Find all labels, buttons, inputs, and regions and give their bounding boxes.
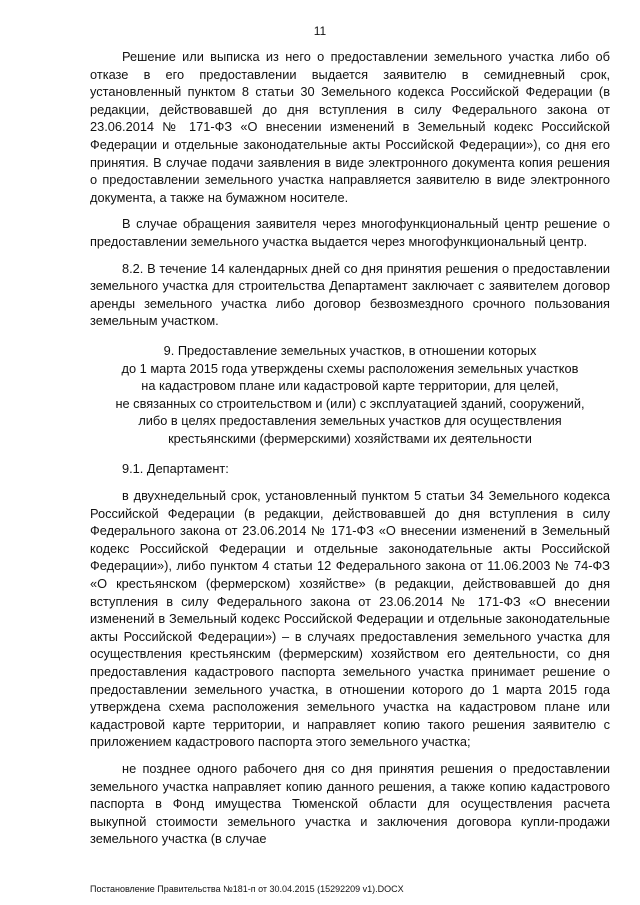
paragraph-9-1: 9.1. Департамент:	[122, 461, 229, 477]
page-number: 11	[313, 24, 327, 38]
heading-line: 9. Предоставление земельных участков, в отношении которых	[163, 342, 537, 358]
heading-line: либо в целях предоставления земельных участков для осуществления	[138, 413, 562, 429]
heading-line: не связанных со строительством и (или) с эксплуатацией зданий, сооружений,	[115, 395, 585, 411]
section-9-heading	[90, 342, 610, 448]
heading-line: крестьянскими (фермерскими) хозяйствами их деятельности	[168, 430, 532, 446]
document-body	[90, 48, 610, 848]
heading-line: до 1 марта 2015 года утверждены схемы расположения земельных участков	[121, 360, 579, 376]
heading-line: на кадастровом плане или кадастровой карте территории, для целей,	[141, 378, 559, 394]
paragraph-mfc-issuance: В случае обращения заявителя через многофункциональный центр решение о предоставлении земельного участка выдается через многофункциональный центр.	[90, 216, 610, 249]
paragraph-one-working-day: не позднее одного рабочего дня со дня принятия решения о предоставлении земельного участка направляет копию данного решения, а также копию кадастрового паспорта в Фонд имущества Тюменской области для осуществления расчета выкупной стоимости земельного участка и заключения договора купли-продажи земельного участка (в случае	[90, 760, 610, 847]
document-footer: Постановление Правительства №181-п от 30.04.2015 (15292209 v1).DOCX	[90, 884, 404, 894]
paragraph-8-2: 8.2. В течение 14 календарных дней со дня принятия решения о предоставлении земельного участка для строительства Департамент заключает с заявителем договор аренды земельного участка либо договор безвозмездного срочного пользования земельным участком.	[90, 260, 610, 329]
paragraph-two-week-term: в двухнедельный срок, установленный пунктом 5 статьи 34 Земельного кодекса Российской Федерации (в редакции, действовавшей до дня вступления в силу Федерального закона от 23.06.2014 № 171-ФЗ «О внесении изменений в Земельный кодекс Российской Федерации и отдельные законодательные акты Российской Федерации»), либо пунктом 4 статьи 12 Федерального закона от 11.06.2003 № 74-ФЗ «О крестьянском (фермерском) хозяйстве» (в редакции, действовавшей до дня вступления в силу Федерального закона от 23.06.2014 № 171-ФЗ «О внесении изменений в Земельный кодекс Российской Федерации и отдельные законодательные акты Российской Федерации») – в случаях предоставления земельного участка для осуществления крестьянским (фермерским) хозяйством его деятельности, со дня предоставления кадастрового паспорта земельного участка принимает решение о предоставлении земельного участка, в отношении которого до 1 марта 2015 года утверждена схема расположения земельного участка на кадастровом плане или кадастровой карте территории, и направляет копию такого решения заявителю с приложением кадастрового паспорта этого земельного участка;	[90, 488, 610, 750]
paragraph-decision-issuance: Решение или выписка из него о предоставлении земельного участка либо об отказе в его предоставлении выдается заявителю в семидневный срок, установленный пунктом 8 статьи 30 Земельного кодекса Российской Федерации (в редакции, действовавшей до дня вступления в силу Федерального закона от 23.06.2014 № 171-ФЗ «О внесении изменений в Земельный кодекс Российской Федерации и отдельные законодательные акты Российской Федерации»), со дня его принятия. В случае подачи заявления в виде электронного документа копия решения о предоставлении земельного участка направляется заявителю в виде электронного документа, а также на бумажном носителе.	[90, 49, 610, 205]
